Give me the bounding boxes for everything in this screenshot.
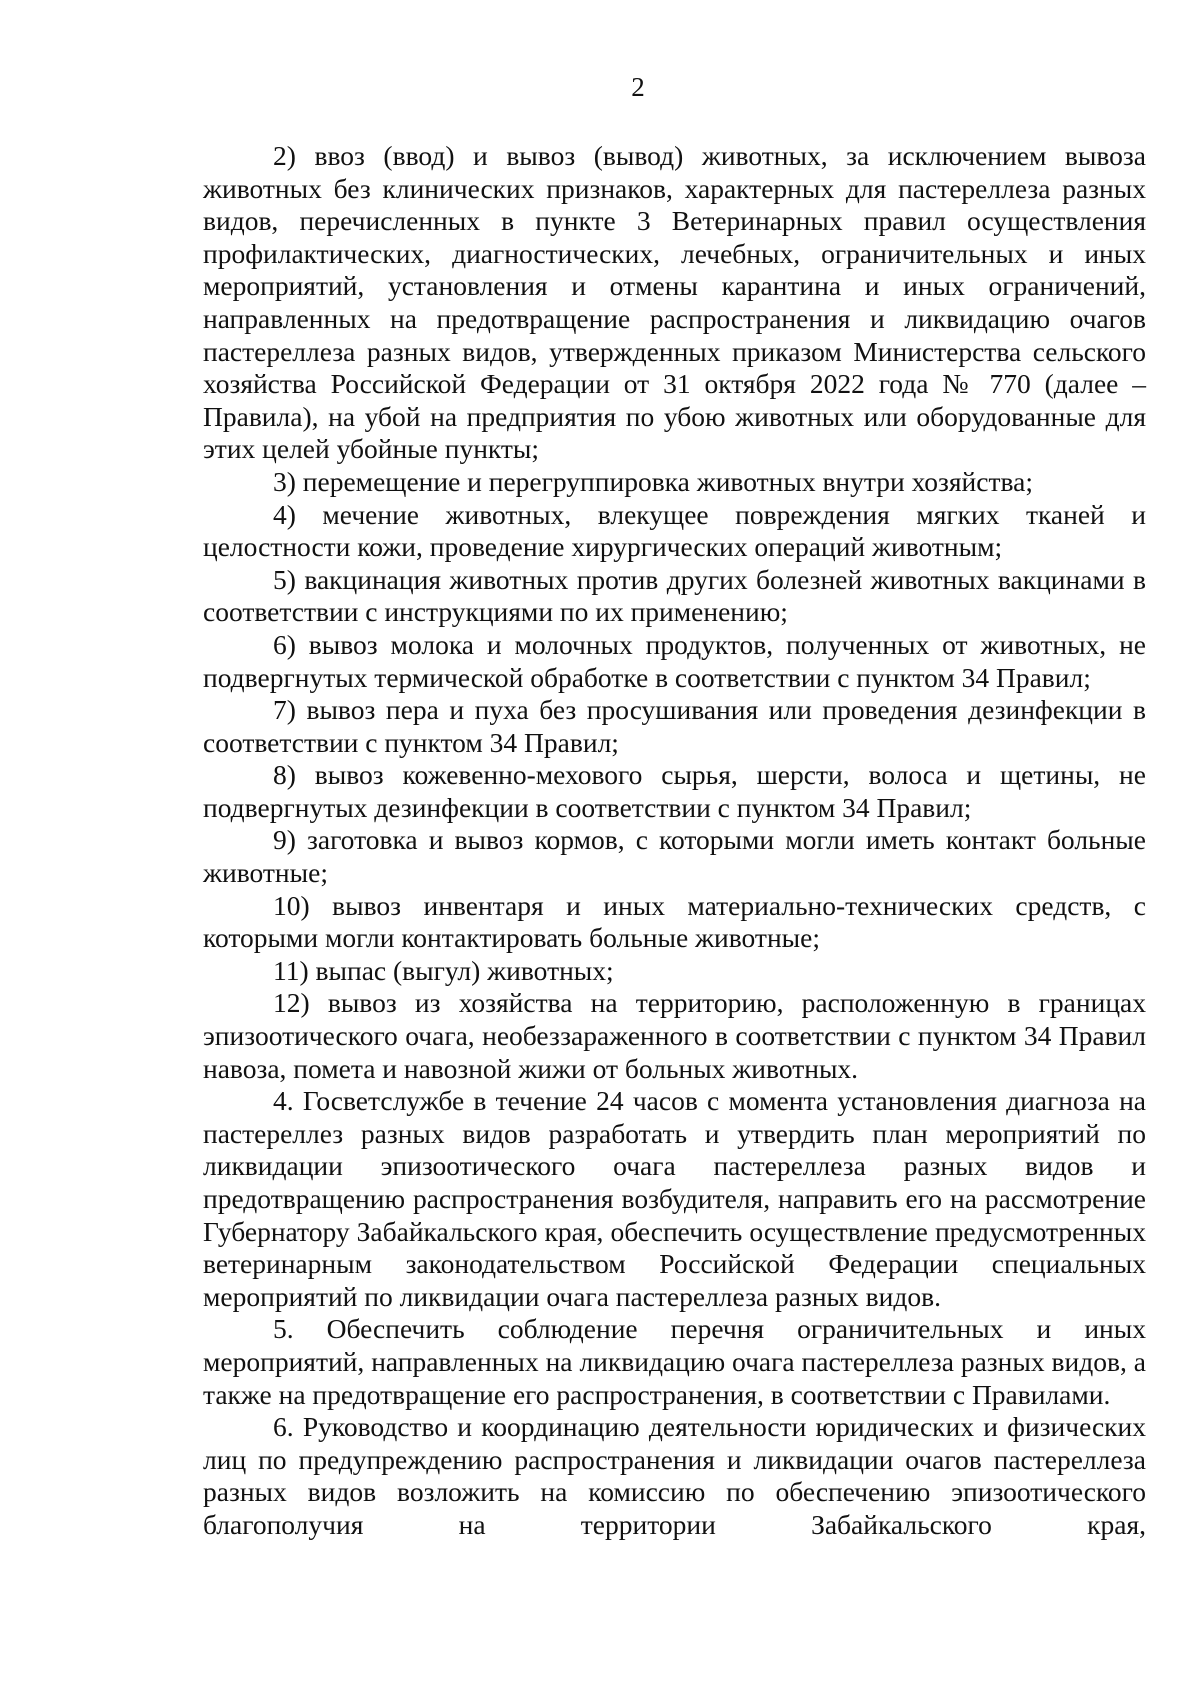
paragraph-item-7: 7) вывоз пера и пуха без просушивания или проведения дезинфекции в соответствии с пунктом 34 Правил; (203, 694, 1146, 758)
section-6-paragraph: 6. Руководство и координацию деятельности юридических и физических лиц по предупреждению распространения и ликвидации очагов пастереллеза разных видов возложить на комиссию по обеспечению эпизоотического благополучия на территории Забайкальского края, (203, 1411, 1146, 1540)
page-number: 2 (631, 72, 645, 102)
paragraph-item-5: 5) вакцинация животных против других болезней животных вакцинами в соответствии с инструкциями по их применению; (203, 563, 1146, 628)
paragraph-item-12: 12) вывоз из хозяйства на территорию, расположенную в границах эпизоотического очага, необеззараженного в соответствии с пунктом 34 Правил навоза, помета и навозной жижи от больных животных. (203, 987, 1146, 1084)
document-body (203, 140, 1146, 1542)
paragraph-item-4: 4) мечение животных, влекущее повреждения мягких тканей и целостности кожи, проведение хирургических операций животным; (203, 498, 1146, 563)
paragraph-item-6: 6) вывоз молока и молочных продуктов, полученных от животных, не подвергнутых термической обработке в соответствии с пунктом 34 Правил; (203, 628, 1146, 693)
section-5-paragraph: 5. Обеспечить соблюдение перечня ограничительных и иных мероприятий, направленных на ликвидацию очага пастереллеза разных видов, а также на предотвращение его распространения, в соответствии с Правилами. (203, 1313, 1146, 1410)
paragraph-item-11: 11) выпас (выгул) животных; (273, 954, 614, 986)
paragraph-item-9: 9) заготовка и вывоз кормов, с которыми могли иметь контакт больные животные; (203, 824, 1146, 889)
paragraph-item-2: 2) ввоз (ввод) и вывоз (вывод) животных, за исключением вывоза животных без клинических признаков, характерных для пастереллеза разных видов, перечисленных в пункте 3 Ветеринарных правил осуществления профилактических, диагностических, лечебных, ограничительных и иных мероприятий, установления и отмены карантина и иных ограничений, направленных на предотвращение распространения и ликвидацию очагов пастереллеза разных видов, утвержденных приказом Министерства сельского хозяйства Российской Федерации от 31 октября 2022 года № 770 (далее – Правила), на убой на предприятия по убою животных или оборудованные для этих целей убойные пункты; (203, 140, 1146, 465)
paragraph-item-10: 10) вывоз инвентаря и иных материально-технических средств, с которыми могли контактировать больные животные; (203, 889, 1146, 954)
paragraph-item-3: 3) перемещение и перегруппировка животных внутри хозяйства; (273, 465, 1033, 497)
paragraph-item-8: 8) вывоз кожевенно-мехового сырья, шерсти, волоса и щетины, не подвергнутых дезинфекции в соответствии с пунктом 34 Правил; (203, 759, 1146, 823)
section-4-paragraph: 4. Госветслужбе в течение 24 часов с момента установления диагноза на пастереллез разных видов разработать и утвердить план мероприятий по ликвидации эпизоотического очага пастереллеза разных видов и предотвращению распространения возбудителя, направить его на рассмотрение Губернатору Забайкальского края, обеспечить осуществление предусмотренных ветеринарным законодательством Российской Федерации специальных мероприятий по ликвидации очага пастереллеза разных видов. (203, 1085, 1146, 1312)
